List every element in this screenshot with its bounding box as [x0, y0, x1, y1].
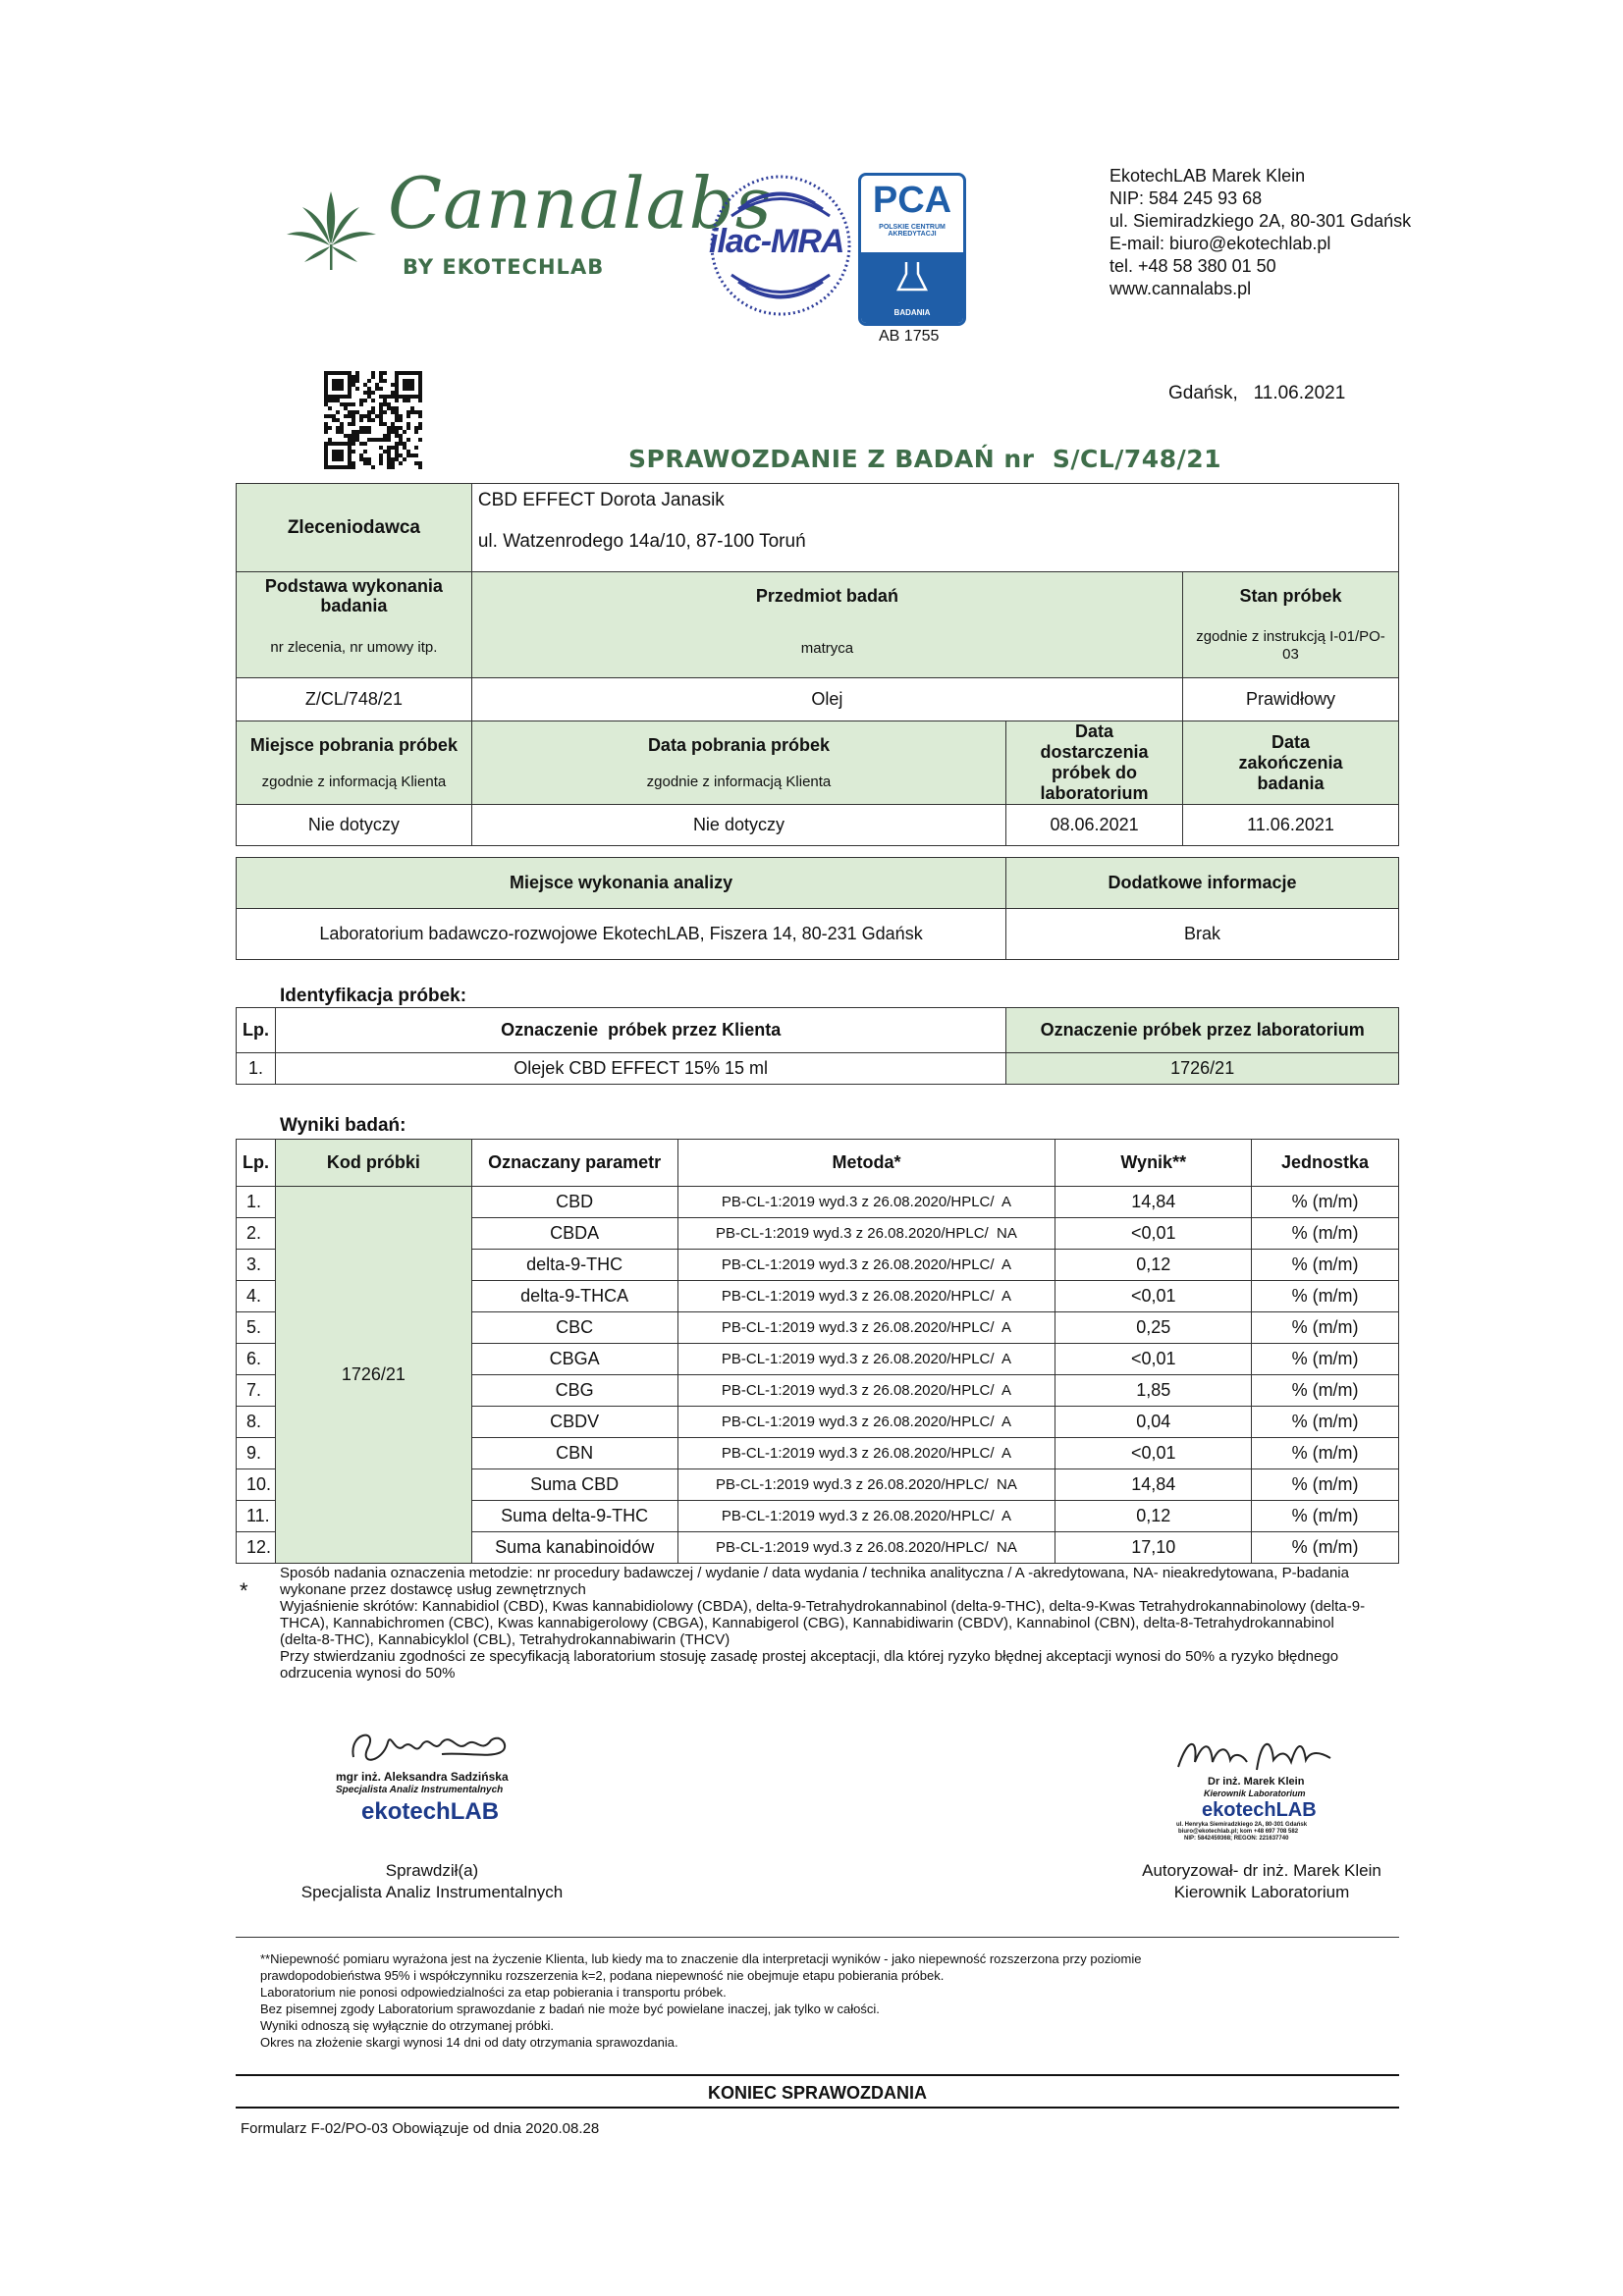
ident-col-lp: Lp. — [237, 1008, 276, 1053]
result-unit: % (m/m) — [1252, 1407, 1399, 1438]
sampling-place-value: Nie dotyczy — [237, 805, 472, 846]
form-number: Formularz F-02/PO-03 Obowiązuje od dnia 2020.08.28 — [241, 2120, 600, 2137]
pca-subtitle-1: POLSKIE CENTRUM — [879, 224, 946, 231]
results-col-param: Oznaczany parametr — [471, 1140, 677, 1187]
result-unit: % (m/m) — [1252, 1218, 1399, 1250]
result-method: PB-CL-1:2019 wyd.3 z 26.08.2020/HPLC/ A — [677, 1407, 1055, 1438]
delivery-value: 08.06.2021 — [1006, 805, 1183, 846]
subject-sub: matryca — [800, 640, 854, 657]
results-col-method: Metoda* — [677, 1140, 1055, 1187]
sampling-date-label: Data pobrania próbek — [647, 735, 830, 755]
sampling-date-sub: zgodnie z informacją Klienta — [646, 774, 832, 790]
cannalabs-logo — [285, 162, 773, 290]
result-method: PB-CL-1:2019 wyd.3 z 26.08.2020/HPLC/ A — [677, 1375, 1055, 1407]
left-signatory — [275, 1860, 589, 1903]
result-parameter: CBG — [471, 1375, 677, 1407]
result-parameter: Suma CBD — [471, 1469, 677, 1501]
right-signature — [1173, 1733, 1350, 1782]
sampling-place-label: Miejsce pobrania próbek — [249, 735, 458, 755]
result-lp: 8. — [237, 1407, 276, 1438]
end-label: Data zakończenia badania — [1183, 721, 1399, 805]
brand-subtitle: BY EKOTECHLAB — [403, 255, 605, 279]
results-col-unit: Jednostka — [1252, 1140, 1399, 1187]
sampling-place-sub: zgodnie z informacją Klienta — [261, 774, 447, 790]
notes-block — [280, 1565, 1380, 1682]
result-parameter: CBGA — [471, 1344, 677, 1375]
accreditation-number: AB 1755 — [879, 328, 940, 345]
right-stamp-address-2: biuro@ekotechlab.pl; kom +48 697 708 582 — [1178, 1829, 1299, 1835]
company-phone: tel. +48 58 380 01 50 — [1109, 256, 1276, 276]
result-parameter: CBD — [471, 1187, 677, 1218]
client-label: Zleceniodawca — [237, 484, 472, 572]
left-stamp-logo: ekotechLAB — [361, 1798, 500, 1825]
pca-blue-panel — [861, 252, 963, 323]
company-email: E-mail: biuro@ekotechlab.pl — [1109, 234, 1331, 253]
notes-abbreviations: Wyjaśnienie skrótów: Kannabidiol (CBD), Kwas kannabidiolowy (CBDA), delta-9-Tetrahydrokannabinol (delta-9-THC), delta-9-Kwas Tetrahydrokannabinolowy (delta-9-THCA), Kannabichromen (CBC), Kwas kannabigerolowy (CBGA), Kannabigerol (CBG), Kannabidiwarin (CBDV), Kannabinol (CBN), delta-8-Tetrahydrokannabinol (delta-8-THC), Kannabicyklol (CBL), Tetrahydrokannabiwarin (THCV) — [280, 1598, 1366, 1648]
results-row — [237, 1187, 1399, 1218]
client-cell — [471, 484, 1398, 572]
report-info-table — [236, 483, 1399, 960]
result-value: <0,01 — [1055, 1281, 1252, 1312]
basis-cell — [237, 572, 472, 678]
right-signatory-title: Kierownik Laboratorium — [1173, 1883, 1350, 1901]
result-unit: % (m/m) — [1252, 1375, 1399, 1407]
ident-lab: 1726/21 — [1006, 1053, 1399, 1085]
result-parameter: CBC — [471, 1312, 677, 1344]
result-unit: % (m/m) — [1252, 1281, 1399, 1312]
analysis-place-label: Miejsce wykonania analizy — [237, 858, 1006, 909]
right-stamp-address-3: NIP: 5842459368; REGON: 221637740 — [1184, 1836, 1289, 1842]
results-col-lp: Lp. — [237, 1140, 276, 1187]
result-lp: 10. — [237, 1469, 276, 1501]
result-lp: 12. — [237, 1532, 276, 1564]
report-title: SPRAWOZDANIE Z BADAŃ nr S/CL/748/21 — [628, 445, 1222, 473]
identification-table — [236, 1007, 1399, 1085]
footer-complaint-note: Okres na złożenie skargi wynosi 14 dni od daty otrzymania sprawozdania. — [260, 2035, 678, 2050]
basis-value: Z/CL/748/21 — [237, 678, 472, 721]
result-unit: % (m/m) — [1252, 1469, 1399, 1501]
left-stamp — [324, 1723, 540, 1836]
ident-col-client: Oznaczenie próbek przez Klienta — [275, 1008, 1005, 1053]
notes-method-legend: Sposób nadania oznaczenia metodzie: nr procedury badawczej / wydanie / data wydania / technika analityczna / A -akredytowana, NA- nieakredytowana, P-badania wykonane przez dostawcę usług zewnętrznych — [280, 1565, 1349, 1598]
extra-info-value: Brak — [1006, 909, 1399, 960]
result-lp: 9. — [237, 1438, 276, 1469]
brand-name: Cannalabs — [388, 162, 773, 244]
result-parameter: CBN — [471, 1438, 677, 1469]
sampling-place-cell — [237, 721, 472, 805]
sampling-date-value: Nie dotyczy — [471, 805, 1005, 846]
results-table — [236, 1139, 1399, 1564]
ident-client: Olejek CBD EFFECT 15% 15 ml — [275, 1053, 1005, 1085]
result-method: PB-CL-1:2019 wyd.3 z 26.08.2020/HPLC/ A — [677, 1312, 1055, 1344]
result-method: PB-CL-1:2019 wyd.3 z 26.08.2020/HPLC/ A — [677, 1187, 1055, 1218]
result-method: PB-CL-1:2019 wyd.3 z 26.08.2020/HPLC/ A — [677, 1250, 1055, 1281]
result-method: PB-CL-1:2019 wyd.3 z 26.08.2020/HPLC/ NA — [677, 1469, 1055, 1501]
result-parameter: delta-9-THC — [471, 1250, 677, 1281]
footer-divider-end — [236, 2074, 1399, 2076]
result-method: PB-CL-1:2019 wyd.3 z 26.08.2020/HPLC/ A — [677, 1438, 1055, 1469]
end-value: 11.06.2021 — [1183, 805, 1399, 846]
result-parameter: Suma delta-9-THC — [471, 1501, 677, 1532]
result-value: 0,12 — [1055, 1250, 1252, 1281]
spacer-row — [237, 846, 1399, 858]
result-method: PB-CL-1:2019 wyd.3 z 26.08.2020/HPLC/ A — [677, 1344, 1055, 1375]
pca-badania: BADANIA — [893, 308, 931, 317]
result-value: <0,01 — [1055, 1344, 1252, 1375]
right-stamp-address-1: ul. Henryka Siemiradzkiego 2A, 80-301 Gdańsk — [1176, 1822, 1308, 1828]
footer-results-note: Wyniki odnoszą się wyłącznie do otrzymanej próbki. — [260, 2018, 555, 2033]
notes-star: * — [240, 1578, 248, 1603]
left-signature — [344, 1723, 520, 1772]
result-unit: % (m/m) — [1252, 1187, 1399, 1218]
delivery-label: Data dostarczenia próbek do laboratorium — [1006, 721, 1183, 805]
right-stamp-role: Kierownik Laboratorium — [1204, 1789, 1306, 1798]
company-info — [1109, 165, 1411, 300]
result-unit: % (m/m) — [1252, 1438, 1399, 1469]
ident-row — [237, 1053, 1399, 1085]
result-lp: 11. — [237, 1501, 276, 1532]
flask-icon — [893, 258, 932, 297]
right-stamp — [1168, 1733, 1365, 1841]
company-nip: NIP: 584 245 93 68 — [1109, 188, 1263, 208]
state-sub: zgodnie z instrukcją I-01/PO-03 — [1196, 628, 1385, 663]
subject-value: Olej — [471, 678, 1182, 721]
result-method: PB-CL-1:2019 wyd.3 z 26.08.2020/HPLC/ NA — [677, 1218, 1055, 1250]
ilac-mra-seal — [707, 172, 854, 319]
result-lp: 5. — [237, 1312, 276, 1344]
qr-code — [324, 371, 422, 469]
analysis-place-value: Laboratorium badawczo-rozwojowe EkotechLAB, Fiszera 14, 80-231 Gdańsk — [237, 909, 1006, 960]
extra-info-label: Dodatkowe informacje — [1006, 858, 1399, 909]
result-parameter: Suma kanabinoidów — [471, 1532, 677, 1564]
result-value: <0,01 — [1055, 1218, 1252, 1250]
left-stamp-role: Specjalista Analiz Instrumentalnych — [336, 1785, 504, 1795]
result-value: 14,84 — [1055, 1187, 1252, 1218]
client-address: ul. Watzenrodego 14a/10, 87-100 Toruń — [477, 531, 806, 552]
end-of-report: KONIEC SPRAWOZDANIA — [707, 2083, 927, 2103]
footer-notes — [260, 1950, 1222, 2051]
basis-label: Podstawa wykonania badania — [264, 576, 443, 615]
right-stamp-name: Dr inż. Marek Klein — [1208, 1776, 1305, 1788]
right-signatory — [1105, 1860, 1419, 1903]
result-lp: 2. — [237, 1218, 276, 1250]
result-value: <0,01 — [1055, 1438, 1252, 1469]
state-cell — [1183, 572, 1399, 678]
pca-title: PCA — [872, 180, 952, 221]
result-lp: 4. — [237, 1281, 276, 1312]
client-name: CBD EFFECT Dorota Janasik — [477, 490, 725, 510]
result-unit: % (m/m) — [1252, 1532, 1399, 1564]
basis-sub: nr zlecenia, nr umowy itp. — [270, 639, 438, 656]
state-label: Stan próbek — [1239, 586, 1342, 606]
results-heading: Wyniki badań: — [280, 1115, 406, 1136]
notes-acceptance-rule: Przy stwierdzaniu zgodności ze specyfikacją laboratorium stosuję zasadę prostej akceptacji, dla której ryzyko błędnej akceptacji wynosi do 50% a ryzyko błędnego odrzucenia wynosi do 50% — [280, 1648, 1339, 1682]
result-lp: 1. — [237, 1187, 276, 1218]
footer-divider-top — [236, 1937, 1399, 1938]
subject-cell — [471, 572, 1182, 678]
result-parameter: delta-9-THCA — [471, 1281, 677, 1312]
result-value: 0,04 — [1055, 1407, 1252, 1438]
identification-heading: Identyfikacja próbek: — [280, 986, 467, 1006]
result-value: 17,10 — [1055, 1532, 1252, 1564]
footer-copy-note: Bez pisemnej zgody Laboratorium sprawozdanie z badań nie może być powielane inaczej, jak tylko w całości. — [260, 2002, 880, 2016]
company-address: ul. Siemiradzkiego 2A, 80-301 Gdańsk — [1109, 211, 1412, 231]
company-website: www.cannalabs.pl — [1109, 279, 1252, 298]
right-stamp-logo: ekotechLAB — [1202, 1799, 1317, 1821]
right-signatory-role: Autoryzował- dr inż. Marek Klein — [1142, 1861, 1381, 1880]
result-lp: 7. — [237, 1375, 276, 1407]
company-name: EkotechLAB Marek Klein — [1109, 166, 1306, 186]
result-lp: 3. — [237, 1250, 276, 1281]
result-value: 1,85 — [1055, 1375, 1252, 1407]
result-value: 0,25 — [1055, 1312, 1252, 1344]
place-and-date: Gdańsk, 11.06.2021 — [1168, 383, 1346, 403]
end-underline — [236, 2107, 1399, 2109]
results-col-code: Kod próbki — [276, 1140, 472, 1187]
result-parameter: CBDA — [471, 1218, 677, 1250]
left-signatory-role: Sprawdził(a) — [385, 1861, 479, 1880]
result-method: PB-CL-1:2019 wyd.3 z 26.08.2020/HPLC/ A — [677, 1501, 1055, 1532]
sampling-date-cell — [471, 721, 1005, 805]
cannabis-leaf-icon — [285, 184, 378, 282]
result-unit: % (m/m) — [1252, 1312, 1399, 1344]
result-method: PB-CL-1:2019 wyd.3 z 26.08.2020/HPLC/ NA — [677, 1532, 1055, 1564]
ident-lp: 1. — [237, 1053, 276, 1085]
result-method: PB-CL-1:2019 wyd.3 z 26.08.2020/HPLC/ A — [677, 1281, 1055, 1312]
pca-subtitle-2: AKREDYTACJI — [888, 231, 937, 238]
pca-badge — [858, 173, 966, 326]
footer-responsibility-note: Laboratorium nie ponosi odpowiedzialności za etap pobierania i transportu próbek. — [260, 1985, 727, 2000]
result-parameter: CBDV — [471, 1407, 677, 1438]
state-value: Prawidłowy — [1183, 678, 1399, 721]
left-signatory-title: Specjalista Analiz Instrumentalnych — [300, 1883, 564, 1901]
result-unit: % (m/m) — [1252, 1344, 1399, 1375]
result-value: 14,84 — [1055, 1469, 1252, 1501]
result-unit: % (m/m) — [1252, 1501, 1399, 1532]
result-lp: 6. — [237, 1344, 276, 1375]
left-stamp-name: mgr inż. Aleksandra Sadzińska — [336, 1770, 509, 1784]
footer-uncertainty-note: **Niepewność pomiaru wyrażona jest na życzenie Klienta, lub kiedy ma to znaczenie dla interpretacji wyników - jako niepewność rozszerzona przy poziomie prawdopodobieństwa 95% i współczynniku rozszerzenia k=2, podana niepewność nie obejmuje etapu pobierania próbek. — [260, 1951, 1142, 1983]
results-col-result: Wynik** — [1055, 1140, 1252, 1187]
ilac-mra-text: ilac-MRA — [709, 223, 844, 260]
result-unit: % (m/m) — [1252, 1250, 1399, 1281]
sample-code: 1726/21 — [276, 1187, 472, 1564]
result-value: 0,12 — [1055, 1501, 1252, 1532]
ident-col-lab: Oznaczenie próbek przez laboratorium — [1006, 1008, 1399, 1053]
subject-label: Przedmiot badań — [755, 586, 898, 606]
